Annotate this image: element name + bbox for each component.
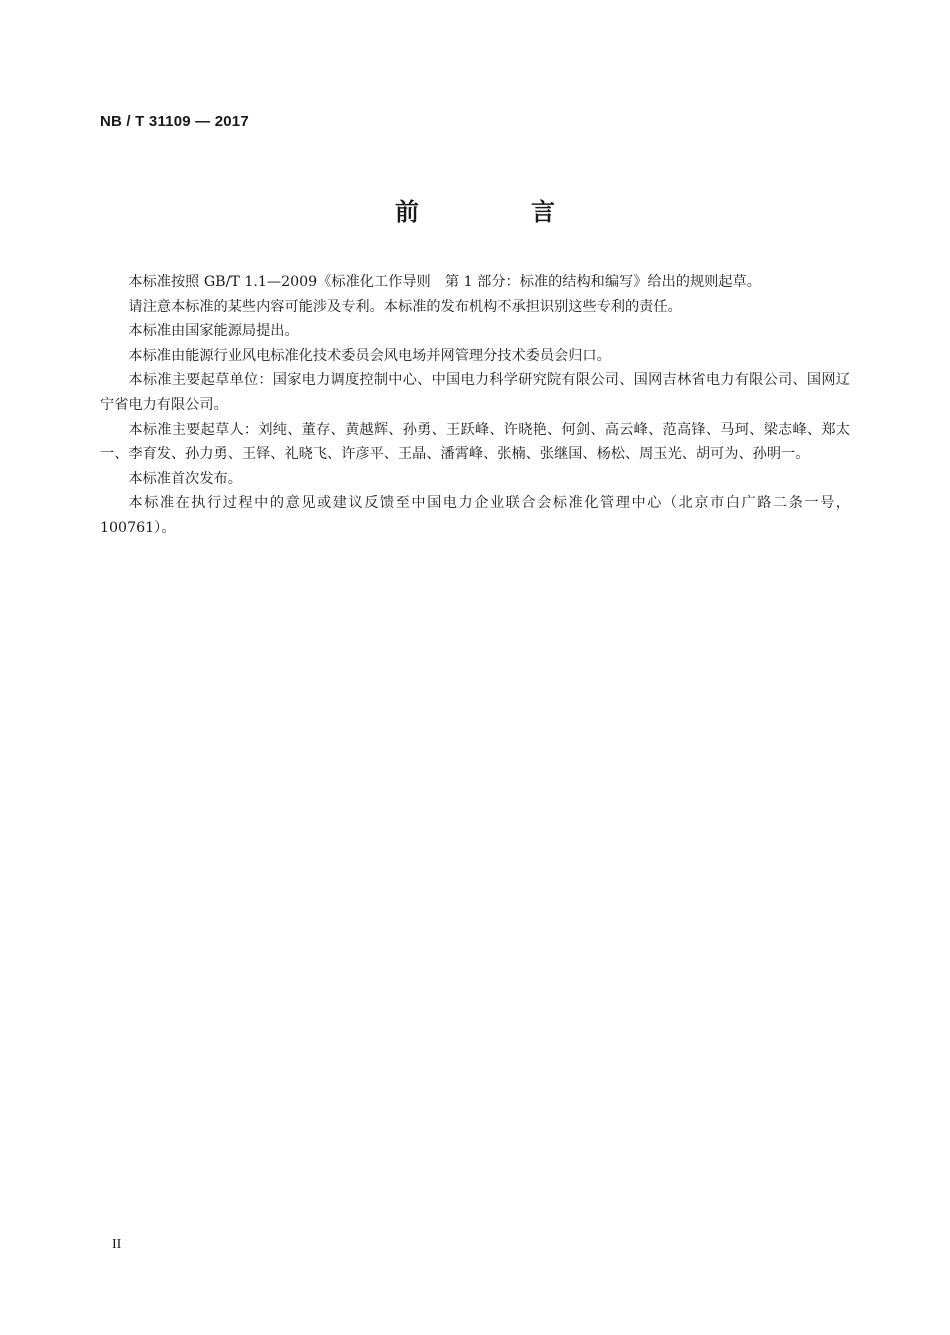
paragraph-drafters: 本标准主要起草人：刘纯、董存、黄越辉、孙勇、王跃峰、许晓艳、何剑、高云峰、范高锋、马珂、梁志峰、郑太一、李育发、孙力勇、王铎、礼晓飞、许彦平、王晶、潘霄峰、张楠、张继国、杨松、周玉光、胡可为、孙明一。 [100,421,850,463]
paragraph-proposer: 本标准由国家能源局提出。 [128,323,299,340]
paragraph-drafting-rules: 本标准按照 GB/T 1.1—2009《标准化工作导则 第 1 部分：标准的结构和编写》给出的规则起草。 [128,274,761,290]
paragraph-first-release: 本标准首次发布。 [128,470,242,487]
paragraph-patent-notice: 请注意本标准的某些内容可能涉及专利。本标准的发布机构不承担识别这些专利的责任。 [128,298,682,315]
paragraph-feedback: 本标准在执行过程中的意见或建议反馈至中国电力企业联合会标准化管理中心（北京市白广路二条一号，100761）。 [100,495,850,536]
page-title: 前 言 [395,198,599,226]
document-code: NB / T 31109 — 2017 [100,113,249,130]
paragraph-committee: 本标准由能源行业风电标准化技术委员会风电场并网管理分技术委员会归口。 [128,347,611,364]
paragraph-drafting-units: 本标准主要起草单位：国家电力调度控制中心、中国电力科学研究院有限公司、国网吉林省电力有限公司、国网辽宁省电力有限公司。 [100,372,850,413]
foreword-body [100,270,850,541]
page-number: II [112,1237,122,1252]
